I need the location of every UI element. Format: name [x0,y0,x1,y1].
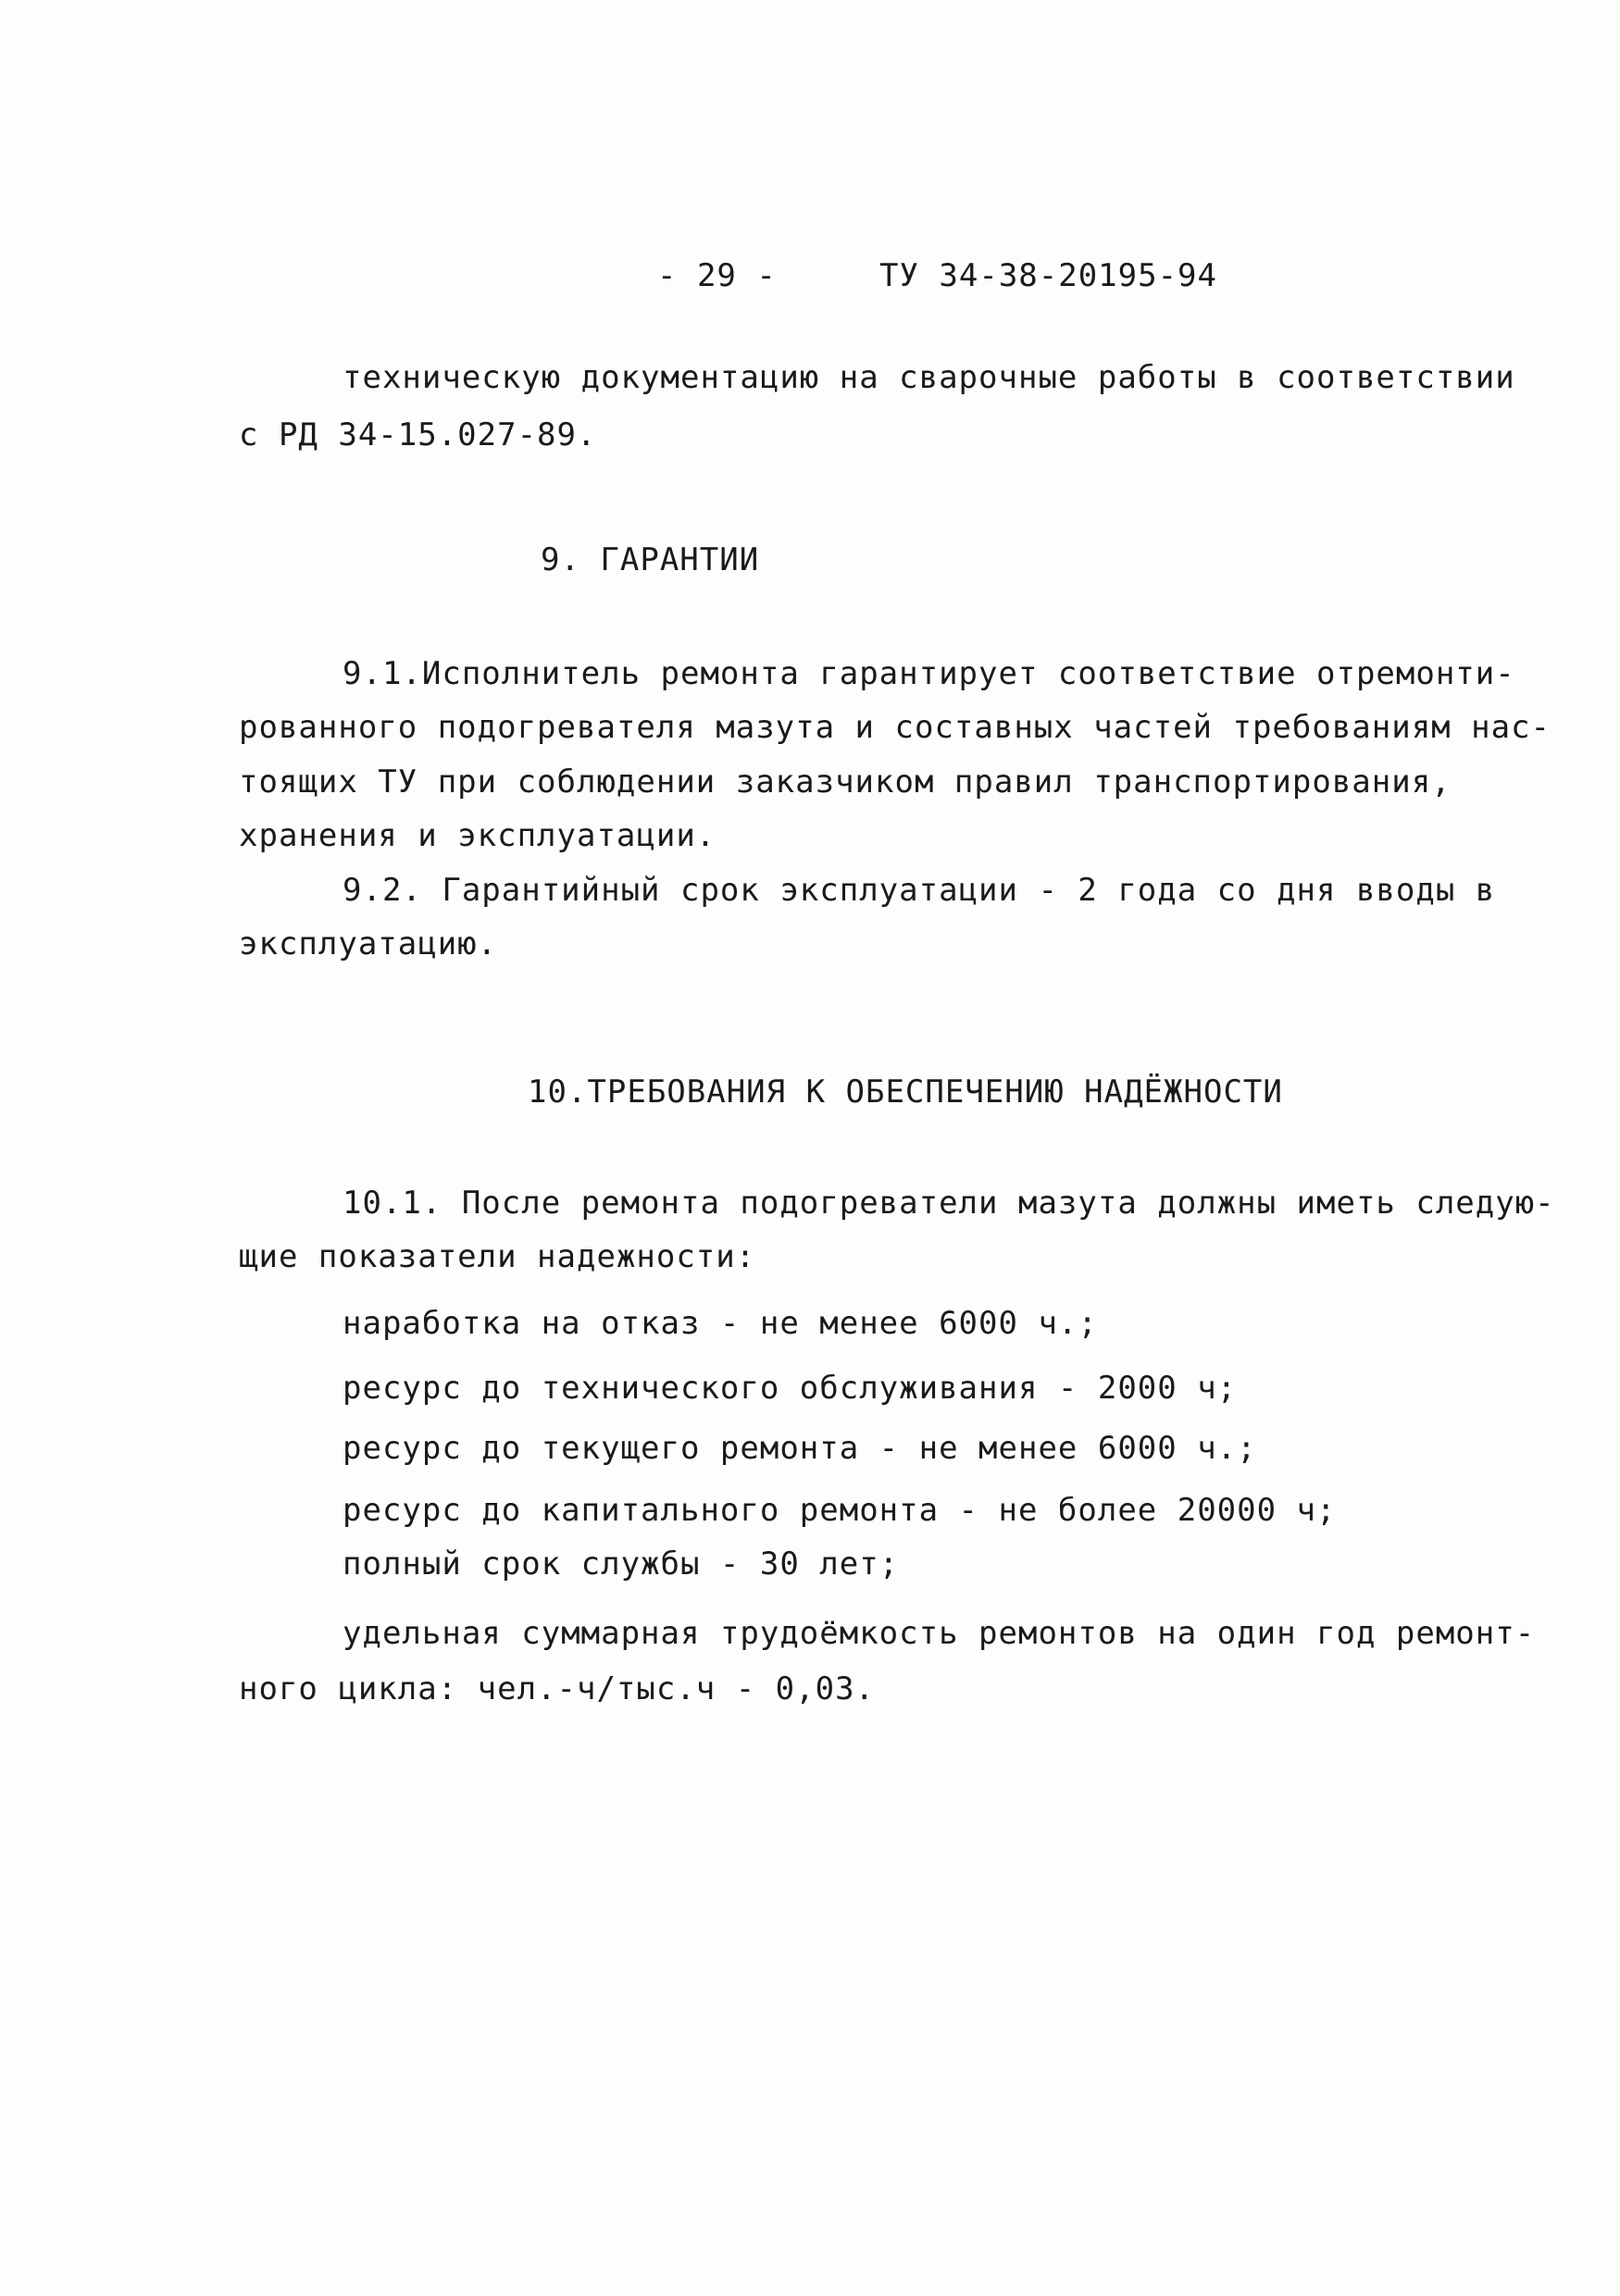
intro-line-1: техническую документацию на сварочные работы в соответствии [343,359,1515,396]
section-9-p2-line-2: эксплуатацию. [239,925,498,962]
section-10-heading: 10.ТРЕБОВАНИЯ К ОБЕСПЕЧЕНИЮ НАДЁЖНОСТИ [528,1074,1283,1111]
reliability-item-2: ресурс до технического обслуживания - 2000 ч; [343,1370,1238,1407]
intro-line-2: с РД 34-15.027-89. [239,416,597,453]
reliability-item-1: наработка на отказ - не менее 6000 ч.; [343,1305,1098,1342]
section-9-p2-line-1: 9.2. Гарантийный срок эксплуатации - 2 года со дня вводы в [343,872,1496,909]
reliability-item-5: полный срок службы - 30 лет; [343,1545,900,1582]
section-10-p2-line-2: ного цикла: чел.-ч/тыс.ч - 0,03. [239,1670,876,1707]
section-10-p2-line-1: удельная суммарная трудоёмкость ремонтов на один год ремонт- [343,1615,1536,1652]
section-9-heading: 9. ГАРАНТИИ [541,541,760,578]
reliability-item-4: ресурс до капитального ремонта - не более 20000 ч; [343,1492,1337,1529]
section-9-p1-line-4: хранения и эксплуатации. [239,817,717,854]
reliability-item-3: ресурс до текущего ремонта - не менее 6000 ч.; [343,1430,1257,1467]
document-code: ТУ 34-38-20195-94 [879,257,1217,294]
section-9-p1-line-3: тоящих ТУ при соблюдении заказчиком правил транспортирования, [239,763,1452,800]
section-10-p1-line-2: щие показатели надежности: [239,1238,756,1275]
section-9-p1-line-2: рованного подогревателя мазута и составных частей требованиям нас- [239,709,1551,746]
section-10-p1-line-1: 10.1. После ремонта подогреватели мазута должны иметь следую- [343,1185,1555,1222]
section-9-p1-line-1: 9.1.Исполнитель ремонта гарантирует соответствие отремонти- [343,655,1515,692]
page-number: - 29 - [657,257,777,294]
